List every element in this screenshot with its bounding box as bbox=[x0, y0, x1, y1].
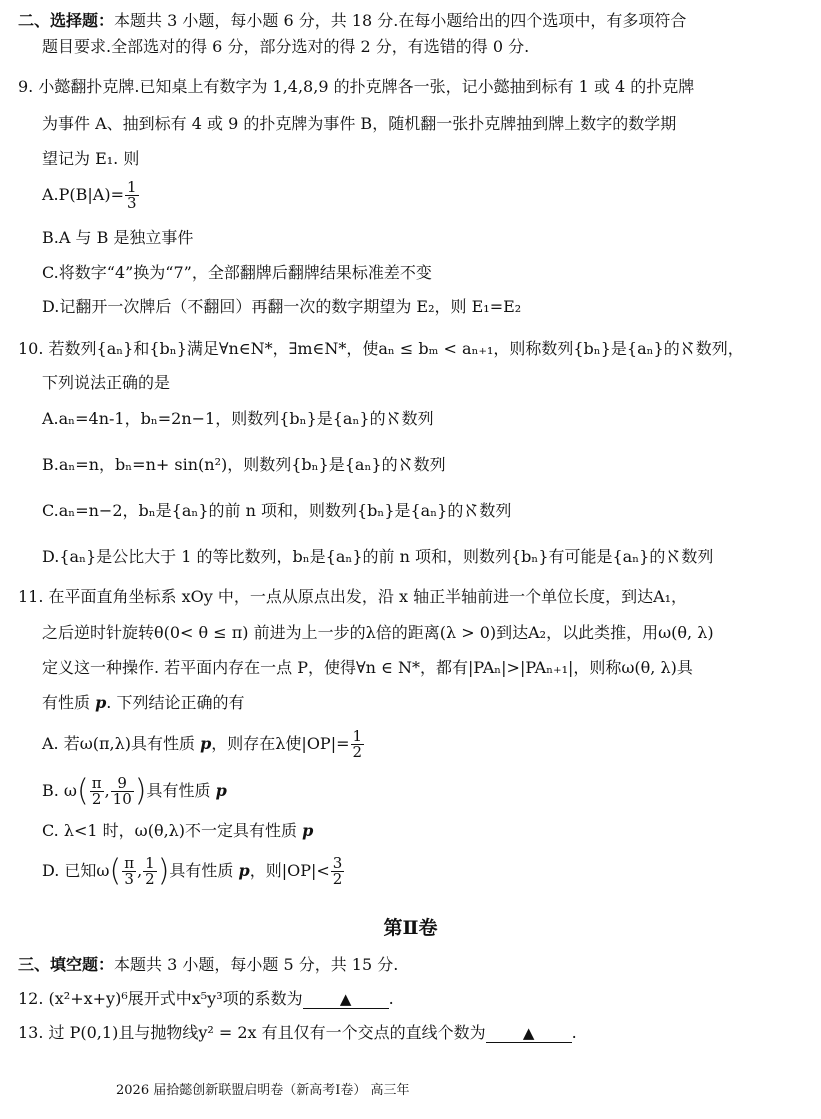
q9-line1: 9. 小懿翻扑克牌.已知桌上有数字为 1,4,8,9 的扑克牌各一张，记小懿抽到标有 1 或 4 的扑克牌 bbox=[18, 77, 695, 96]
q11-option-d-fraction3 bbox=[331, 856, 345, 887]
fraction-numerator: 3 bbox=[332, 854, 343, 872]
triangle-icon: ▲ bbox=[522, 1024, 535, 1042]
q11-line3: 定义这一种操作. 若平面内存在一点 P，使得∀n ∈ N*，都有|PAₙ|>|PAₙ₊₁|，则称ω(θ, λ)具 bbox=[42, 658, 693, 677]
q11-option-a-mid: ，则存在λ使|OP|= bbox=[211, 734, 350, 753]
fraction-numerator: 1 bbox=[145, 854, 155, 872]
q11-option-d-fraction2 bbox=[143, 856, 157, 887]
q12-text: 12. (x²+x+y)⁶展开式中x⁵y³项的系数为 bbox=[18, 989, 303, 1008]
fraction-denominator: 2 bbox=[332, 870, 343, 888]
fraction-numerator: 1 bbox=[352, 727, 363, 745]
property-p-symbol: p bbox=[95, 693, 107, 712]
volume2-title: 第Ⅱ卷 bbox=[383, 917, 438, 939]
q11-option-a-text: A. 若ω(π,λ)具有性质 bbox=[42, 734, 201, 753]
q10-option-c: C.aₙ=n−2，bₙ是{aₙ}的前 n 项和，则数列{bₙ}是{aₙ}的ℵ数列 bbox=[42, 501, 512, 520]
close-paren: ) bbox=[157, 853, 170, 889]
page-footer: 2026 届拾懿创新联盟启明卷（新高考Ⅰ卷） 高三年 bbox=[116, 1083, 410, 1098]
q13-answer-blank bbox=[486, 1024, 572, 1043]
q9-line2: 为事件 A、抽到标有 4 或 9 的扑克牌为事件 B，随机翻一张扑克牌抽到牌上数字的数学期 bbox=[42, 114, 677, 133]
fraction-numerator: π bbox=[91, 774, 102, 792]
q10-line2: 下列说法正确的是 bbox=[42, 373, 171, 392]
q11-line4 bbox=[42, 692, 244, 714]
close-paren: ) bbox=[134, 773, 147, 809]
q9-line3: 望记为 E₁. 则 bbox=[42, 149, 140, 168]
fraction-numerator: 1 bbox=[127, 178, 137, 196]
q9-option-d: D.记翻开一次牌后（不翻回）再翻一次的数字期望为 E₂，则 E₁=E₂ bbox=[42, 297, 522, 316]
triangle-icon: ▲ bbox=[339, 990, 352, 1008]
q11-line2: 之后逆时针旋转θ(0< θ ≤ π) 前进为上一步的λ倍的距离(λ > 0)到达A₂，以此类推，用ω(θ, λ) bbox=[42, 623, 714, 642]
q13 bbox=[18, 1022, 577, 1044]
q11-option-a-fraction bbox=[351, 729, 365, 760]
property-p-symbol: p bbox=[238, 861, 250, 880]
fraction-denominator: 2 bbox=[145, 870, 155, 888]
q11-option-b-post: 具有性质 bbox=[146, 781, 216, 800]
q9-option-b: B.A 与 B 是独立事件 bbox=[42, 228, 194, 247]
q10-option-b: B.aₙ=n，bₙ=n+ sin(n²)，则数列{bₙ}是{aₙ}的ℵ数列 bbox=[42, 455, 446, 474]
q11-option-b-fraction2 bbox=[111, 776, 134, 807]
q10-option-d: D.{aₙ}是公比大于 1 的等比数列，bₙ是{aₙ}的前 n 项和，则数列{bₙ}有可能是{aₙ}的ℵ数列 bbox=[42, 547, 714, 566]
section3-header bbox=[18, 954, 398, 976]
open-paren: ( bbox=[76, 773, 89, 809]
q11-option-b-text: B. ω bbox=[42, 781, 77, 800]
section2-text-line2: 题目要求.全部选对的得 6 分，部分选对的得 2 分，有选错的得 0 分. bbox=[42, 37, 530, 56]
section3-label: 三、填空题： bbox=[18, 955, 115, 974]
q9-option-c: C.将数字“4”换为“7”，全部翻牌后翻牌结果标准差不变 bbox=[42, 263, 432, 282]
q9-option-a-text: A.P(B|A)= bbox=[42, 185, 124, 204]
q11-line4-post: . 下列结论正确的有 bbox=[106, 693, 245, 712]
section3-text: 本题共 3 小题，每小题 5 分，共 15 分. bbox=[114, 955, 399, 974]
property-p-symbol: p bbox=[200, 734, 212, 753]
q12-end: . bbox=[388, 989, 394, 1008]
q11-option-d-mid: 具有性质 bbox=[169, 861, 239, 880]
section2-text-line1: 本题共 3 小题，每小题 6 分，共 18 分.在每小题给出的四个选项中，有多项符合 bbox=[114, 11, 687, 30]
section2-label: 二、选择题： bbox=[18, 11, 115, 30]
fraction-denominator: 2 bbox=[91, 790, 102, 808]
q9-option-a-fraction bbox=[125, 180, 139, 211]
q12-answer-blank bbox=[303, 990, 389, 1009]
fraction-numerator: π bbox=[124, 854, 135, 872]
q13-end: . bbox=[571, 1023, 577, 1042]
q10-option-a: A.aₙ=4n-1，bₙ=2n−1，则数列{bₙ}是{aₙ}的ℵ数列 bbox=[42, 409, 434, 428]
q11-option-c-text: C. λ<1 时，ω(θ,λ)不一定具有性质 bbox=[42, 821, 303, 840]
fraction-denominator: 3 bbox=[127, 194, 137, 212]
q11-option-c bbox=[42, 820, 313, 842]
q11-option-d-post: ，则|OP|< bbox=[249, 861, 330, 880]
property-p-symbol: p bbox=[302, 821, 314, 840]
section2-header bbox=[18, 10, 686, 32]
q11-option-b-fraction1 bbox=[90, 776, 104, 807]
q10-line1: 10. 若数列{aₙ}和{bₙ}满足∀n∈N*，∃m∈N*，使aₙ ≤ bₘ < aₙ₊₁，则称数列{bₙ}是{aₙ}的ℵ数列， bbox=[18, 339, 744, 358]
q11-line1: 11. 在平面直角坐标系 xOy 中，一点从原点出发，沿 x 轴正半轴前进一个单位长度，到达A₁， bbox=[18, 587, 688, 606]
q11-line4-pre: 有性质 bbox=[42, 693, 96, 712]
q11-option-b: B. ω( $\frac{\pi}{2}$ , $\frac{9}{10}$ )具有性质 p bbox=[42, 773, 227, 809]
q12 bbox=[18, 988, 394, 1010]
q11-option-d-fraction1 bbox=[122, 856, 136, 887]
q13-text: 13. 过 P(0,1)且与抛物线y² = 2x 有且仅有一个交点的直线个数为 bbox=[18, 1023, 486, 1042]
q9-option-a bbox=[42, 178, 140, 212]
q11-option-d-text: D. 已知ω bbox=[42, 861, 110, 880]
q11-option-d: D. 已知ω( $\frac{\pi}{3}$ , $\frac{1}{2}$ )具有性质 p，则|OP|< $\frac{3}{2}$ bbox=[42, 853, 343, 889]
property-p-symbol: p bbox=[215, 781, 227, 800]
q11-option-a bbox=[42, 726, 365, 762]
open-paren: ( bbox=[109, 853, 122, 889]
fraction-denominator: 10 bbox=[112, 790, 132, 808]
fraction-denominator: 2 bbox=[352, 743, 363, 761]
fraction-denominator: 3 bbox=[124, 870, 134, 888]
fraction-numerator: 9 bbox=[111, 776, 134, 792]
